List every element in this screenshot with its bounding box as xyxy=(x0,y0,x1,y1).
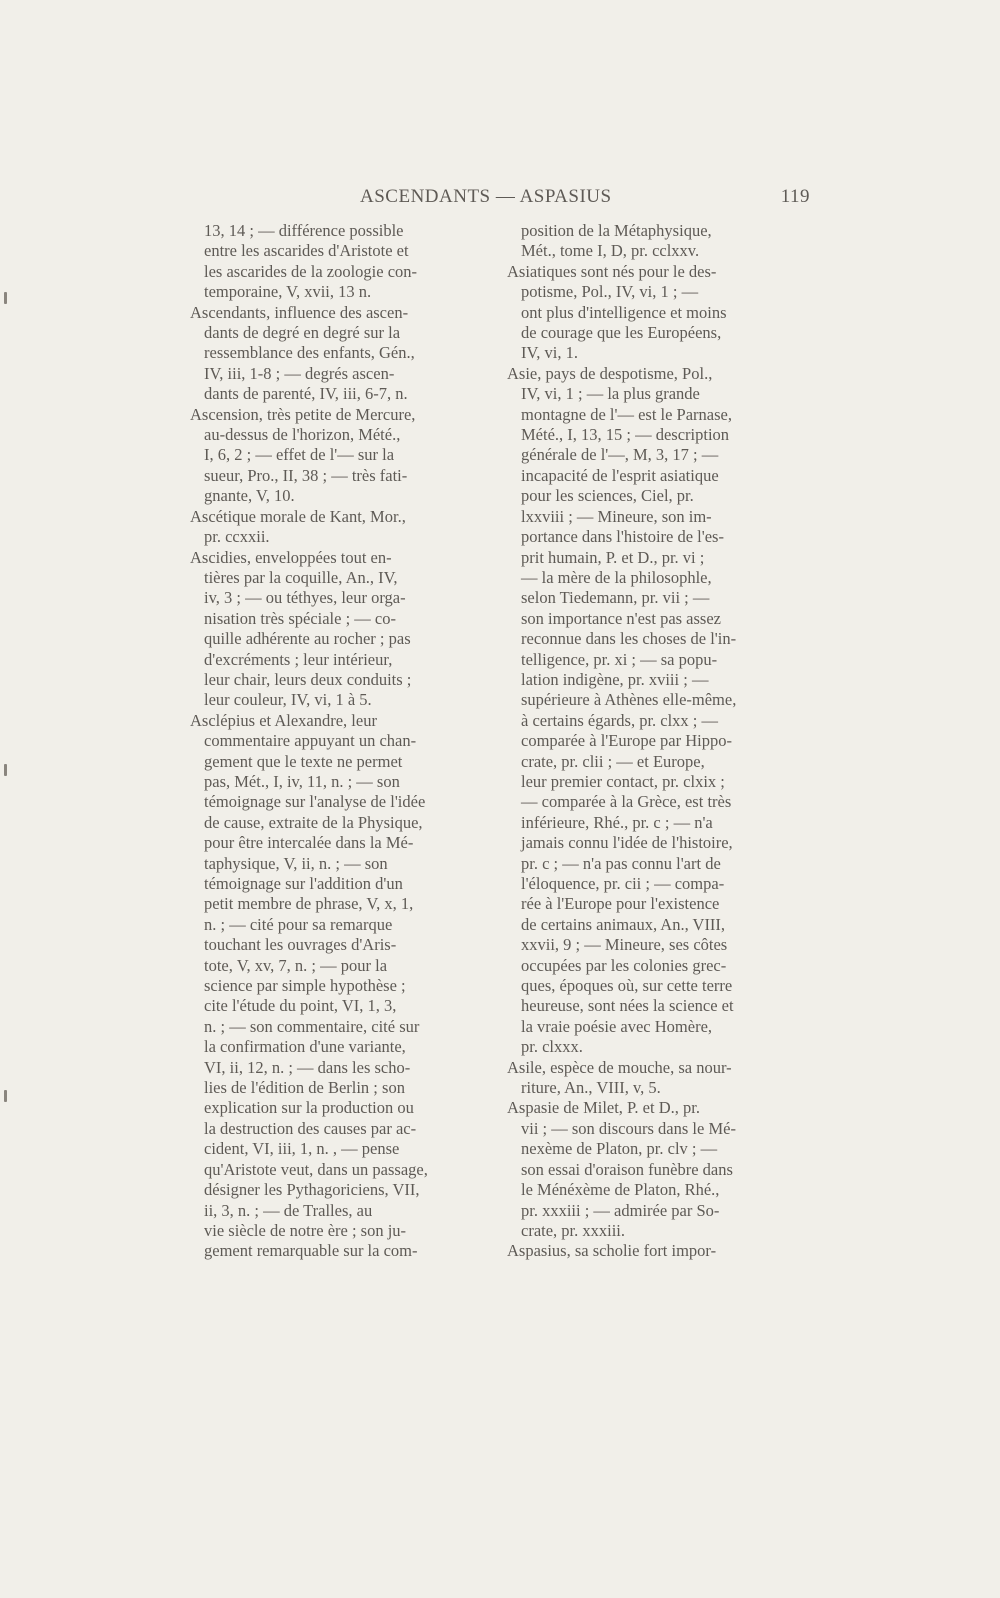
index-entry: Asile, espèce de mouche, sa nour- riture, An., VIII, v, 5. xyxy=(507,1057,732,1098)
index-entry: Ascension, très petite de Mercure, au-dessus de l'horizon, Mété., I, 6, 2 ; — effet de l'— sur la sueur, Pro., II, 38 ; — très fati- gnante, V, 10. xyxy=(190,404,416,506)
margin-tick xyxy=(4,764,7,776)
index-entry: Asclépius et Alexandre, leur commentaire appuyant un chan- gement que le texte ne permet pas, Mét., I, iv, 11, n. ; — son témoignage sur l'analyse de l'idée de cause, extraite de la Physique, pour être intercalée dans la Mé- taphysique, V, ii, n. ; — son témoignage sur l'addition d'un petit membre de phrase, V, x, 1, n. ; — cité pour sa remarque touchant les ouvrages d'Aris- tote, V, xv, 7, n. ; — pour la science par simple hypothèse ; cite l'étude du point, VI, 1, 3, n. ; — son commentaire, cité sur la confirmation d'une variante, VI, ii, 12, n. ; — dans les scho- lies de l'édition de Berlin ; son explication sur la production ou la destruction des causes par ac- cident, VI, iii, 1, n. , — pense qu'Aristote veut, dans un passage, désigner les Pythagoriciens, VII, ii, 3, n. ; — de Tralles, au vie siècle de notre ère ; son ju- gement remarquable sur la com- xyxy=(190,710,428,1261)
index-entry: Aspasie de Milet, P. et D., pr. vii ; — son discours dans le Mé- nexème de Platon, pr. clv ; — son essai d'oraison funèbre dans le Ménéxème de Platon, Rhé., pr. xxxiii ; — admirée par So- crate, pr. xxxiii. xyxy=(507,1098,736,1240)
index-entry: Asie, pays de despotisme, Pol., IV, vi, 1 ; — la plus grande montagne de l'— est le Parnase, Mété., I, 13, 15 ; — description générale de l'—, M, 3, 17 ; — incapacité de l'esprit asiatique pour les sciences, Ciel, pr. lxxviii ; — Mineure, son im- portance dans l'histoire de l'es- prit humain, P. et D., pr. vi ; — la mère de la philosophle, selon Tiedemann, pr. vii ; — son importance n'est pas assez reconnue dans les choses de l'in- telligence, pr. xi ; — sa popu- lation indigène, pr. xviii ; — supérieure à Athènes elle-même, à certains égards, pr. clxx ; — comparée à l'Europe par Hippo- crate, pr. clii ; — et Europe, leur premier contact, pr. clxix ; — comparée à la Grèce, est très inférieure, Rhé., pr. c ; — n'a jamais connu l'idée de l'histoire, pr. c ; — n'a pas connu l'art de l'éloquence, pr. cii ; — compa- rée à l'Europe pour l'existence de certains animaux, An., VIII, xxvii, 9 ; — Mineure, ses côtes occupées par les colonies grec- ques, époques où, sur cette terre heureuse, sont nées la science et la vraie poésie avec Homère, pr. clxxx. xyxy=(507,363,737,1057)
index-entry: Asiatiques sont nés pour le des- potisme, Pol., IV, vi, 1 ; — ont plus d'intelligence et moins de courage que les Européens, IV, vi, 1. xyxy=(507,261,727,363)
margin-tick xyxy=(4,292,7,304)
index-entry: 13, 14 ; — différence possible entre les ascarides d'Aristote et les ascarides de la zoologie con- temporaine, V, xvii, 13 n. xyxy=(204,221,418,302)
header-title: ASCENDANTS — ASPASIUS xyxy=(360,186,612,207)
index-entry: position de la Métaphysique, Mét., tome I, D, pr. cclxxv. xyxy=(521,221,712,261)
page-number: 119 xyxy=(780,186,810,207)
right-column xyxy=(507,221,797,1262)
index-entry: Ascidies, enveloppées tout en- tières par la coquille, An., IV, iv, 3 ; — ou téthyes, leur orga- nisation très spéciale ; — co- quille adhérente au rocher ; pas d'excréments ; leur intérieur, leur chair, leurs deux conduits ; leur couleur, IV, vi, 1 à 5. xyxy=(190,547,412,710)
index-entry: Ascendants, influence des ascen- dants de degré en degré sur la ressemblance des enfants, Gén., IV, iii, 1-8 ; — degrés ascen- dants de parenté, IV, iii, 6-7, n. xyxy=(190,302,415,404)
running-header xyxy=(190,186,810,210)
index-entry: Ascétique morale de Kant, Mor., pr. ccxxii. xyxy=(190,506,406,547)
index-entry: Aspasius, sa scholie fort impor- xyxy=(507,1241,717,1261)
margin-tick xyxy=(4,1090,7,1102)
left-column xyxy=(190,221,480,1262)
